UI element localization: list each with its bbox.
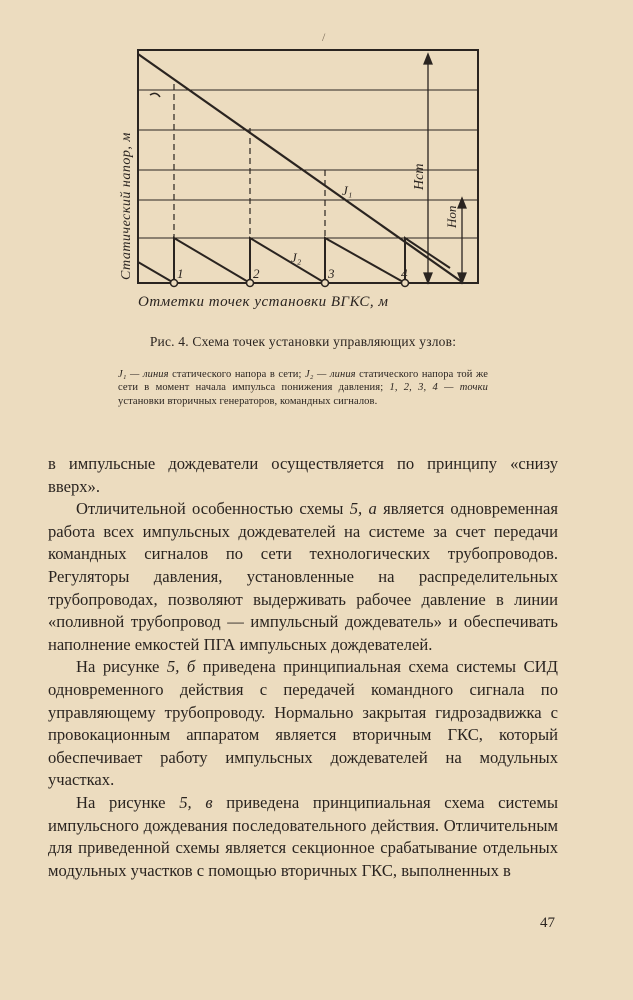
figure-caption-title: Рис. 4. Схема точек установки управляющих узлов: — [149, 334, 457, 349]
p2-text-a: Отличительной особенностью схемы — [76, 499, 350, 519]
caption-j1-label: J₁ — линия — [118, 369, 169, 380]
caption-j1-text: статического напора в сети; — [168, 369, 306, 380]
caption-j2-label: J₂ — линия — [305, 369, 356, 380]
p2-text-b: является одновременная работа всех импульсных дождевателей на системе за счет передачи командных сигналов по сети технологических трубопроводов. Регуляторы давления, установленные на распределительных трубопроводах, позволяют выдерживать рабочее давление в линии «поливной трубопровод — импульсный дождеватель» и обеспечивать наполнение емкостей ПГА импульсных дождевателей. — [48, 499, 558, 654]
hst-arrow-top — [424, 54, 432, 64]
y-axis-label: Статический напор, м — [119, 132, 134, 280]
caption-points-text: установки вторичных генераторов, командных сигналов. — [118, 395, 378, 407]
paragraph-2 — [48, 498, 558, 656]
point-label-3: 3 — [328, 266, 335, 281]
x-axis-label: Отметки точек установки ВГКС, м — [138, 294, 389, 310]
tick-mark — [150, 93, 160, 97]
static-head-diagram — [110, 40, 490, 320]
caption-j2-text: статического напора той же сети в момент начала импульса понижения давления; — [118, 369, 488, 394]
hop-label: Hоп — [444, 205, 459, 228]
p4-figure-ref: 5, в — [179, 792, 213, 812]
j2-label: J₂ — [291, 250, 302, 265]
body-text — [48, 453, 558, 882]
margin-mark: / — [322, 30, 326, 44]
paragraph-4 — [48, 792, 558, 882]
paragraph-3 — [48, 656, 558, 792]
p4-text-a: На рисунке — [76, 792, 180, 812]
p3-figure-ref: 5, б — [166, 657, 196, 677]
point-label-2: 2 — [253, 266, 260, 281]
j1-label: J₁ — [342, 183, 353, 198]
page-number: 47 — [540, 915, 555, 931]
figure-caption-note — [118, 368, 488, 408]
plot-frame — [138, 50, 478, 283]
hst-label: Hст — [412, 163, 427, 190]
paragraph-1: в импульсные дождеватели осуществляется по принципу «снизу вверх». — [48, 454, 558, 496]
hst-arrow-bottom — [424, 273, 432, 283]
figure-4 — [110, 40, 490, 320]
p3-text-a: На рисунке — [76, 657, 167, 677]
hop-arrow-bottom — [458, 273, 466, 283]
p4-text-b: приведена принципиальная схема системы импульсного дождевания последовательного действия. Отличительным для приведенной схемы является секционное срабатывание отдельных модульных участков с помощью вторичных ГКС, выполненных в — [48, 792, 558, 880]
point-label-1: 1 — [177, 266, 184, 281]
p3-text-b: приведена принципиальная схема системы СИД одновременного действия с передачей командного сигнала по управляющему трубопроводу. Нормально закрытая гидрозадвижка с провокационным аппаратом является вторичным ГКС, который обеспечивает работу импульсных дождевателей на модульных участках. — [48, 657, 558, 790]
caption-points-label: 1, 2, 3, 4 — точки — [389, 382, 488, 394]
point-label-4: 4 — [401, 266, 408, 281]
p2-figure-ref: 5, а — [349, 499, 377, 519]
